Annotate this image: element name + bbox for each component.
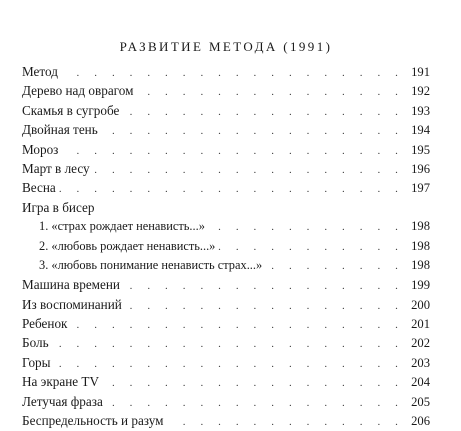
dot-leader xyxy=(208,218,404,236)
toc-entry-letuchaya-fraza[interactable] xyxy=(22,392,430,411)
toc-entry-rebenok[interactable] xyxy=(22,314,430,333)
dot-leader xyxy=(54,355,404,372)
toc-entry-page: 199 xyxy=(411,278,430,293)
toc-entry-title: 2. «любовь рождает ненависть...» xyxy=(39,238,216,253)
toc-entry-derevo-nad-ovragom[interactable] xyxy=(22,81,430,100)
toc-entry-page: 198 xyxy=(411,257,430,272)
dot-leader xyxy=(102,374,404,391)
toc-entry-title: Ребенок xyxy=(22,316,68,332)
dot-leader xyxy=(122,103,404,120)
dot-leader xyxy=(123,277,404,294)
toc-entry-title: Боль xyxy=(22,335,49,351)
toc-entry-page: 191 xyxy=(411,65,430,79)
toc-entry-page: 192 xyxy=(411,84,430,99)
toc-entry-page: 197 xyxy=(411,181,430,196)
toc-entry-title: Метод xyxy=(22,64,58,79)
toc-entry-page: 198 xyxy=(411,238,430,253)
toc-subentry-1[interactable] xyxy=(22,217,430,236)
toc-entry-mashina-vremeni[interactable] xyxy=(22,275,430,294)
toc-subentry-2[interactable] xyxy=(22,237,430,256)
toc-entry-title: 3. «любовь понимание ненависть страх...» xyxy=(39,257,263,272)
dot-leader xyxy=(136,83,404,100)
toc-entry-moroz[interactable] xyxy=(22,140,430,159)
toc-entry-dvoynaya-ten[interactable] xyxy=(22,120,430,139)
toc-entry-bespredelnost-i-razum[interactable] xyxy=(22,411,430,430)
toc-group-title: Игра в бисер xyxy=(22,199,95,215)
dot-leader xyxy=(101,122,404,139)
toc-entry-title: Мороз xyxy=(22,141,59,157)
toc-entry-page: 200 xyxy=(411,297,430,312)
toc-entry-title: Март в лесу xyxy=(22,160,90,176)
toc-entry-title: Весна xyxy=(22,180,56,196)
toc-entry-page: 196 xyxy=(411,161,430,176)
toc-entry-page: 201 xyxy=(411,317,430,332)
toc-subentry-3[interactable] xyxy=(22,256,430,275)
toc-entry-page: 205 xyxy=(411,394,430,409)
toc-entry-page: 206 xyxy=(411,414,430,429)
dot-leader xyxy=(52,335,404,352)
toc-group-igra-v-biser[interactable] xyxy=(22,198,430,217)
toc-entry-title: Дерево над оврагом xyxy=(22,83,134,99)
dot-leader xyxy=(106,394,404,411)
dot-leader xyxy=(218,238,404,256)
toc-entry-title: Беспредельность и разум xyxy=(22,413,164,429)
toc-entry-page: 198 xyxy=(411,219,430,234)
toc-entry-title: Двойная тень xyxy=(22,122,98,138)
toc-entry-page: 203 xyxy=(411,355,430,370)
toc-entry-gory[interactable] xyxy=(22,353,430,372)
toc-entry-page: 204 xyxy=(411,375,430,390)
dot-leader xyxy=(265,257,404,275)
toc-entry-vesna[interactable] xyxy=(22,178,430,197)
toc-entry-metod[interactable] xyxy=(22,62,430,81)
toc-entry-page: 195 xyxy=(411,142,430,157)
dot-leader xyxy=(125,297,404,314)
toc-entry-page: 194 xyxy=(411,123,430,138)
table-of-contents-page xyxy=(22,38,430,430)
toc-entry-title: На экране TV xyxy=(22,374,99,390)
dot-leader xyxy=(167,413,404,430)
toc-entry-bol[interactable] xyxy=(22,333,430,352)
toc-list xyxy=(22,62,430,430)
toc-entry-page: 193 xyxy=(411,103,430,118)
toc-entry-title: Скамья в сугробе xyxy=(22,102,120,118)
toc-entry-title: Летучая фраза xyxy=(22,393,103,409)
dot-leader xyxy=(61,64,404,81)
toc-entry-title: Горы xyxy=(22,354,51,370)
toc-entry-title: 1. «страх рождает ненависть...» xyxy=(39,219,205,234)
toc-entry-na-ekrane-tv[interactable] xyxy=(22,372,430,391)
toc-entry-title: Машина времени xyxy=(22,277,120,293)
toc-entry-page: 202 xyxy=(411,336,430,351)
dot-leader xyxy=(93,161,404,178)
toc-entry-mart-v-lesu[interactable] xyxy=(22,159,430,178)
dot-leader xyxy=(59,180,404,197)
toc-entry-iz-vospominaniy[interactable] xyxy=(22,295,430,314)
dot-leader xyxy=(70,316,404,333)
toc-entry-title: Из воспоминаний xyxy=(22,296,122,312)
dot-leader xyxy=(61,142,404,159)
toc-entry-skamya-v-sugrobe[interactable] xyxy=(22,101,430,120)
section-title: РАЗВИТИЕ МЕТОДА (1991) xyxy=(119,39,333,54)
